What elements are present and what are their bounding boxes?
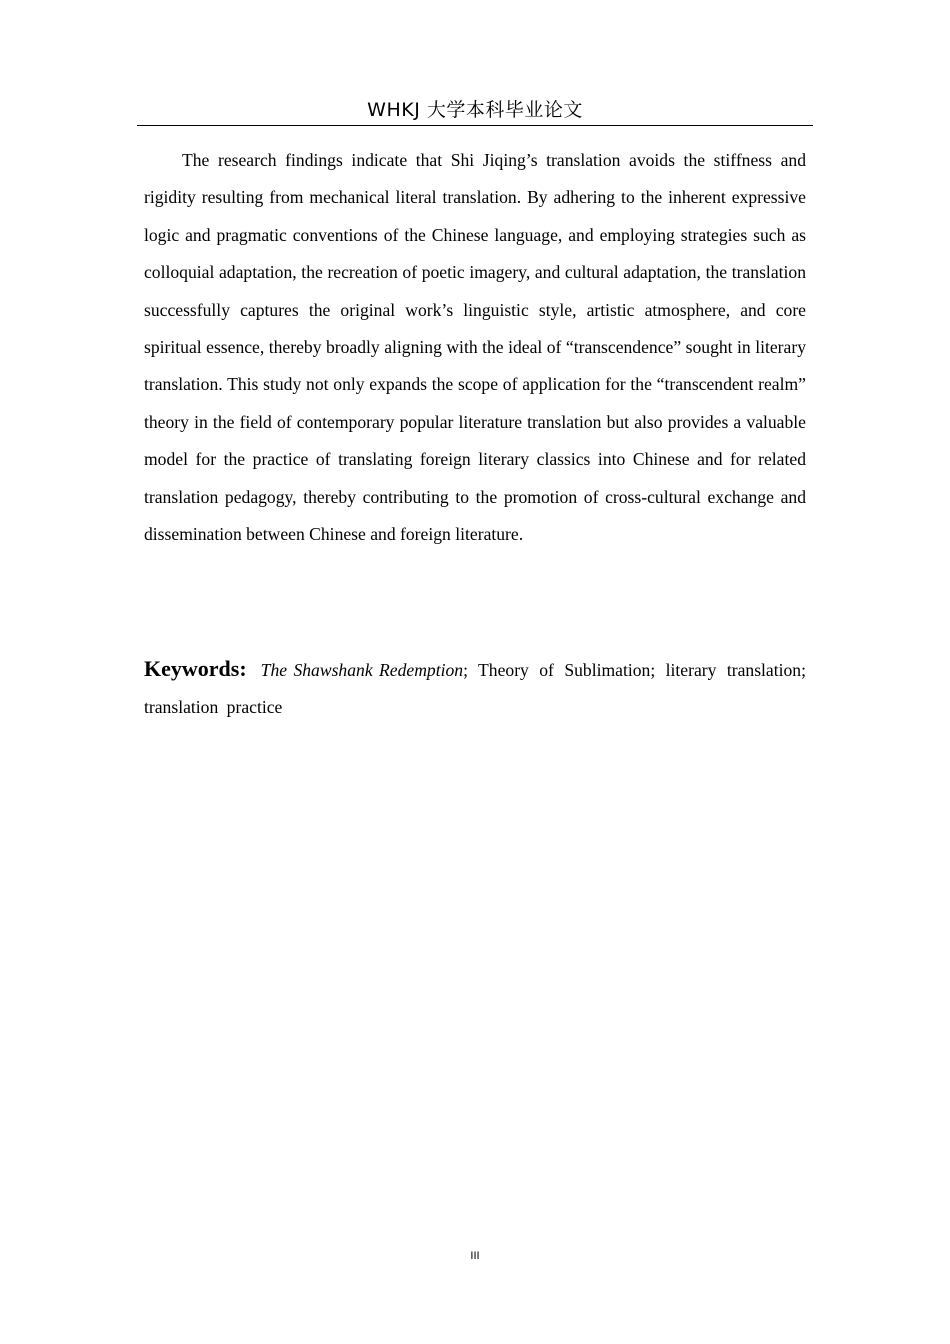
page-number: III xyxy=(470,1250,480,1262)
abstract-paragraph: The research findings indicate that Shi Jiqing’s translation avoids the stiffness and rigidity resulting from mechanical literal translation. By adhering to the inherent expressive logic and pragmatic conventions of the Chinese language, and employing strategies such as colloquial adaptation, the recreation of poetic imagery, and cultural adaptation, the translation successfully captures the original work’s linguistic style, artistic atmosphere, and core spiritual essence, thereby broadly aligning with the ideal of “transcendence” sought in literary translation. This study not only expands the scope of application for the “transcendent realm” theory in the field of contemporary popular literature translation but also provides a valuable model for the practice of translating foreign literary classics into Chinese and for related translation pedagogy, thereby contributing to the promotion of cross-cultural exchange and dissemination between Chinese and foreign literature. xyxy=(144,150,806,545)
keywords-line xyxy=(144,650,806,726)
page-header xyxy=(137,96,813,126)
header-title: WHKJ 大学本科毕业论文 xyxy=(367,99,583,121)
keywords-list: ; Theory of Sublimation; literary translation; translation practice xyxy=(144,660,806,717)
keywords-label: Keywords: xyxy=(144,656,247,681)
keyword-book-title: The Shawshank Redemption xyxy=(260,660,464,680)
